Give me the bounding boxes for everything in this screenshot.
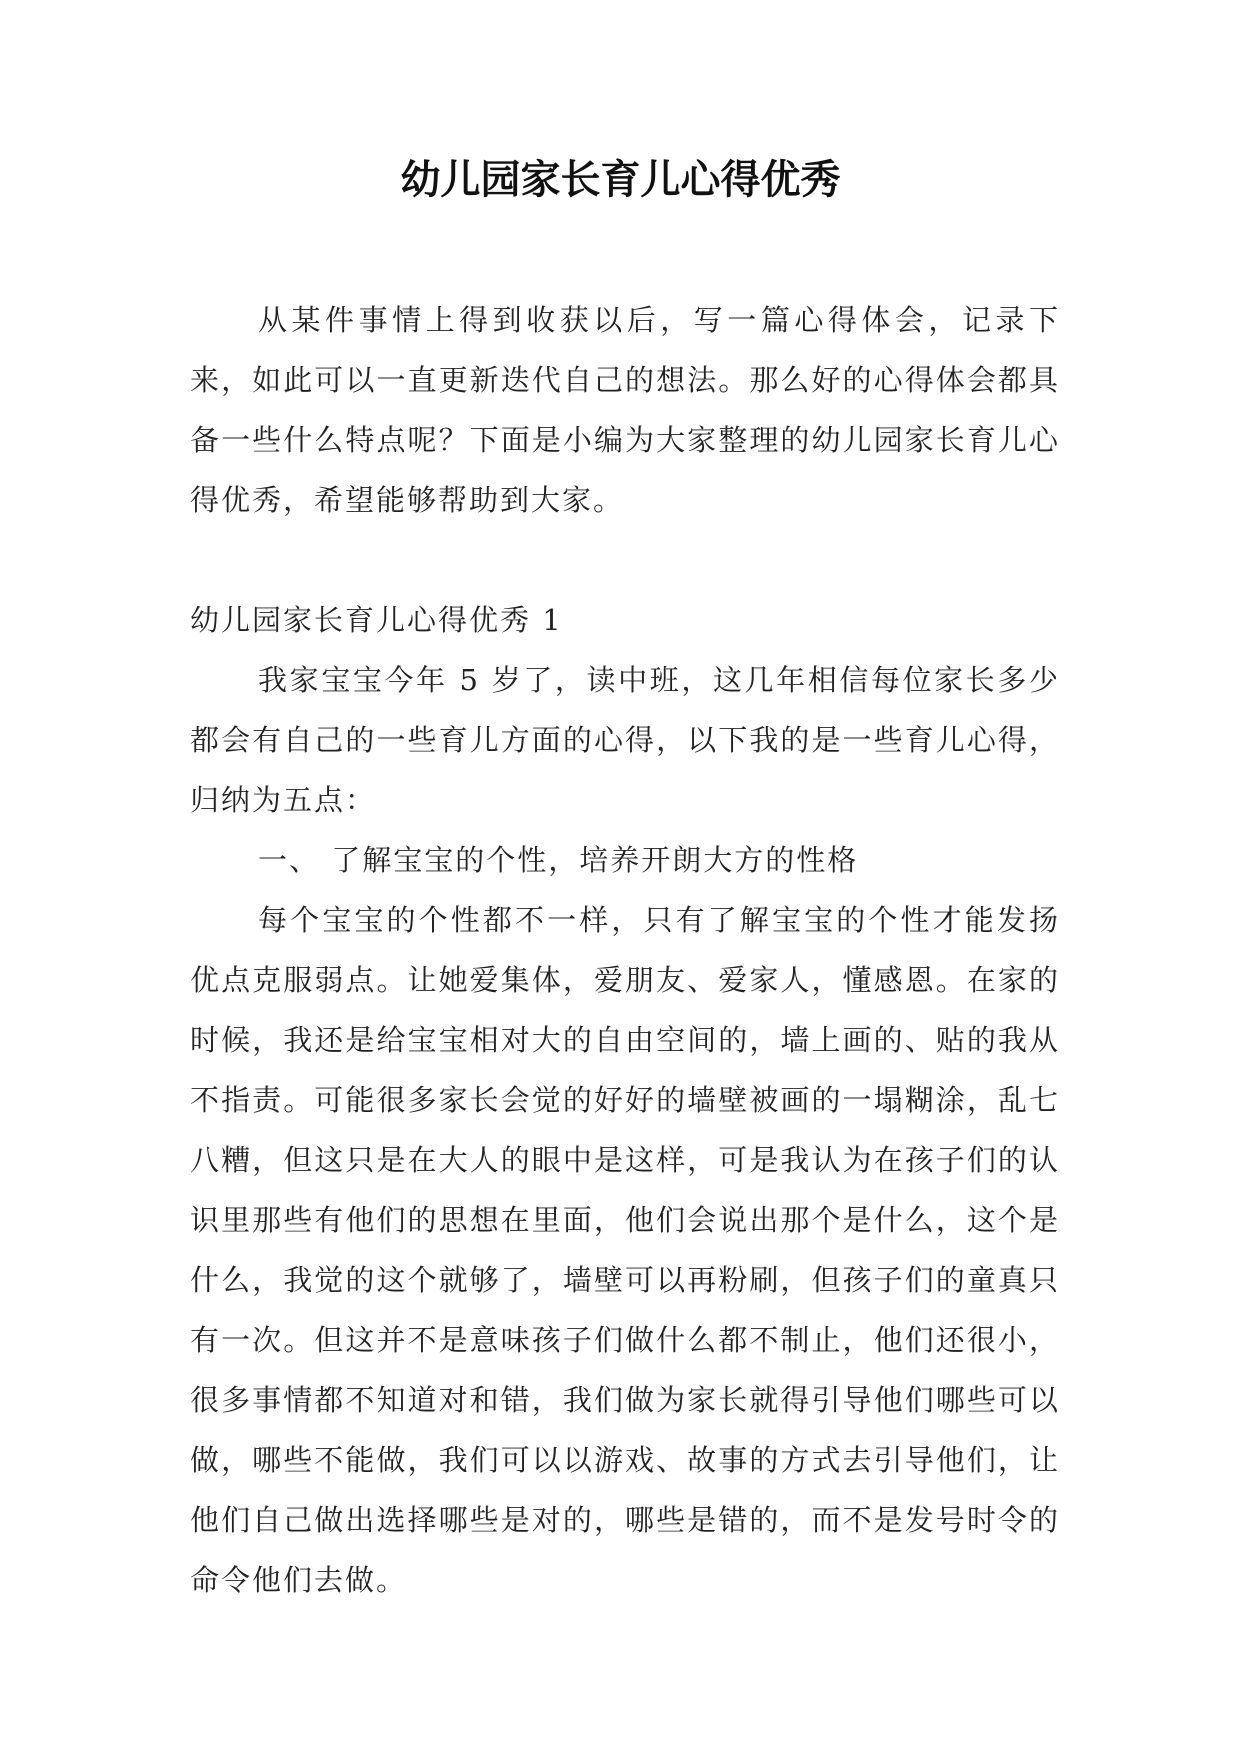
point-heading-1: 一、 了解宝宝的个性，培养开朗大方的性格 xyxy=(258,843,859,877)
document-body xyxy=(190,290,1060,1610)
section-heading: 幼儿园家长育儿心得优秀 1 xyxy=(190,603,563,637)
section-paragraph-1: 我家宝宝今年 5 岁了，读中班，这几年相信每位家长多少都会有自己的一些育儿方面的心得，以下我的是一些育儿心得，归纳为五点： xyxy=(190,663,1060,817)
section-paragraph-2: 每个宝宝的个性都不一样，只有了解宝宝的个性才能发扬优点克服弱点。让她爱集体，爱朋友、爱家人，懂感恩。在家的时候，我还是给宝宝相对大的自由空间的，墙上画的、贴的我从不指责。可能很多家长会觉的好好的墙壁被画的一塌糊涂，乱七八糟，但这只是在大人的眼中是这样，可是我认为在孩子们的认识里那些有他们的思想在里面，他们会说出那个是什么，这个是什么，我觉的这个就够了，墙壁可以再粉刷，但孩子们的童真只有一次。但这并不是意味孩子们做什么都不制止，他们还很小，很多事情都不知道对和错，我们做为家长就得引导他们哪些可以做，哪些不能做，我们可以以游戏、故事的方式去引导他们，让他们自己做出选择哪些是对的，哪些是错的，而不是发号时令的命令他们去做。 xyxy=(190,903,1060,1597)
document-title: 幼儿园家长育儿心得优秀 xyxy=(400,157,841,203)
intro-paragraph: 从某件事情上得到收获以后，写一篇心得体会，记录下来，如此可以一直更新迭代自己的想法。那么好的心得体会都具备一些什么特点呢？下面是小编为大家整理的幼儿园家长育儿心得优秀，希望能够帮助到大家。 xyxy=(190,303,1060,517)
spacer xyxy=(190,530,1060,590)
